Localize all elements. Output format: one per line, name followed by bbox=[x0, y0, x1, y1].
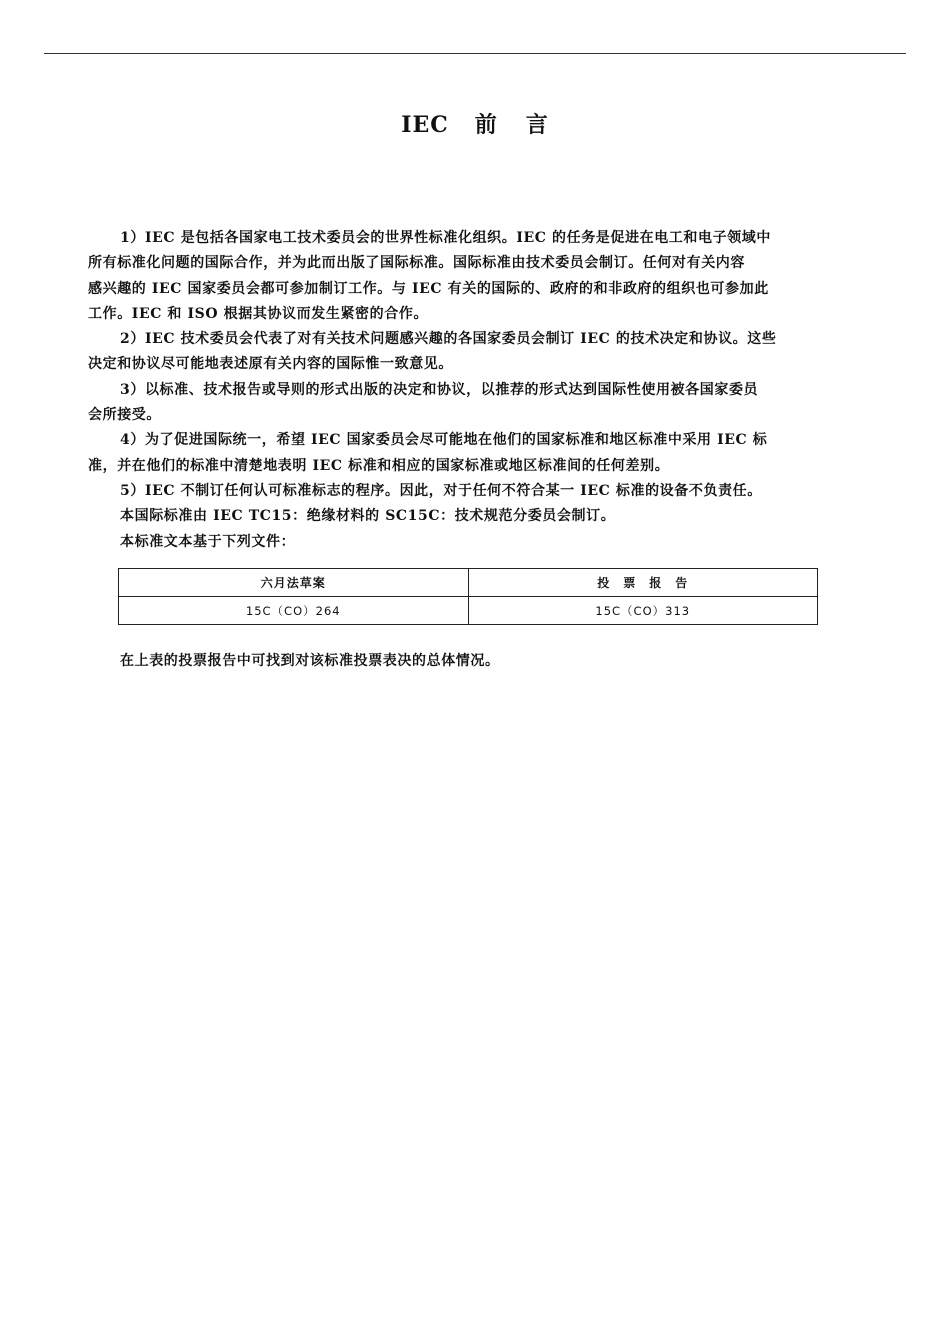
paragraph-6-line-1: 本国际标准由 IEC TC15：绝缘材料的 SC15C：技术规范分委员会制订。 bbox=[120, 508, 616, 525]
title-char-1: 前 bbox=[474, 112, 498, 138]
paragraph-1-line-3: 感兴趣的 IEC 国家委员会都可参加制订工作。与 IEC 有关的国际的、政府的和非政府的组织也可参加此 bbox=[88, 280, 769, 297]
table-header-cell: 六月法草案 bbox=[119, 569, 469, 597]
paragraph-3-line-2: 会所接受。 bbox=[88, 407, 161, 424]
page-title bbox=[0, 108, 950, 139]
paragraph-5-line-1: 5）IEC 不制订任何认可标准标志的程序。因此，对于任何不符合某一 IEC 标准的设备不负责任。 bbox=[120, 482, 762, 499]
paragraph-3 bbox=[88, 378, 848, 429]
paragraph-2-line-1: 2）IEC 技术委员会代表了对有关技术问题感兴趣的各国家委员会制订 IEC 的技术决定和协议。这些 bbox=[120, 331, 777, 348]
title-char-2: 言 bbox=[525, 112, 549, 138]
paragraph-1-line-4: 工作。IEC 和 ISO 根据其协议而发生紧密的合作。 bbox=[88, 305, 429, 322]
paragraph-4 bbox=[88, 428, 848, 479]
source-documents-table bbox=[118, 568, 818, 625]
paragraph-7 bbox=[88, 530, 848, 555]
voting-note: 在上表的投票报告中可找到对该标准投票表决的总体情况。 bbox=[120, 653, 500, 669]
foreword-body bbox=[88, 226, 848, 555]
top-rule bbox=[44, 53, 906, 54]
paragraph-1-line-2: 所有标准化问题的国际合作，并为此而出版了国际标准。国际标准由技术委员会制订。任何对有关内容 bbox=[88, 255, 745, 272]
paragraph-7-line-1: 本标准文本基于下列文件： bbox=[120, 533, 296, 550]
paragraph-5 bbox=[88, 479, 848, 504]
paragraph-1-line-1: 1）IEC 是包括各国家电工技术委员会的世界性标准化组织。IEC 的任务是促进在电工和电子领域中 bbox=[120, 230, 772, 246]
table-row bbox=[119, 597, 818, 625]
table-cell: 15C（CO）313 bbox=[468, 597, 818, 625]
paragraph-2-line-2: 决定和协议尽可能地表述原有关内容的国际惟一致意见。 bbox=[88, 356, 453, 373]
paragraph-1 bbox=[88, 226, 848, 327]
title-prefix: IEC bbox=[401, 112, 449, 138]
table-header-cell: 投 票 报 告 bbox=[468, 569, 818, 597]
table-header-row bbox=[119, 569, 818, 597]
paragraph-3-line-1: 3）以标准、技术报告或导则的形式出版的决定和协议，以推荐的形式达到国际性使用被各国家委员 bbox=[120, 381, 759, 398]
paragraph-6 bbox=[88, 504, 848, 529]
table-cell: 15C（CO）264 bbox=[119, 597, 469, 625]
paragraph-4-line-2: 准，并在他们的标准中清楚地表明 IEC 标准和相应的国家标准或地区标准间的任何差别。 bbox=[88, 457, 670, 474]
paragraph-4-line-1: 4）为了促进国际统一，希望 IEC 国家委员会尽可能地在他们的国家标准和地区标准中采用 IEC 标 bbox=[120, 432, 768, 449]
paragraph-2 bbox=[88, 327, 848, 378]
